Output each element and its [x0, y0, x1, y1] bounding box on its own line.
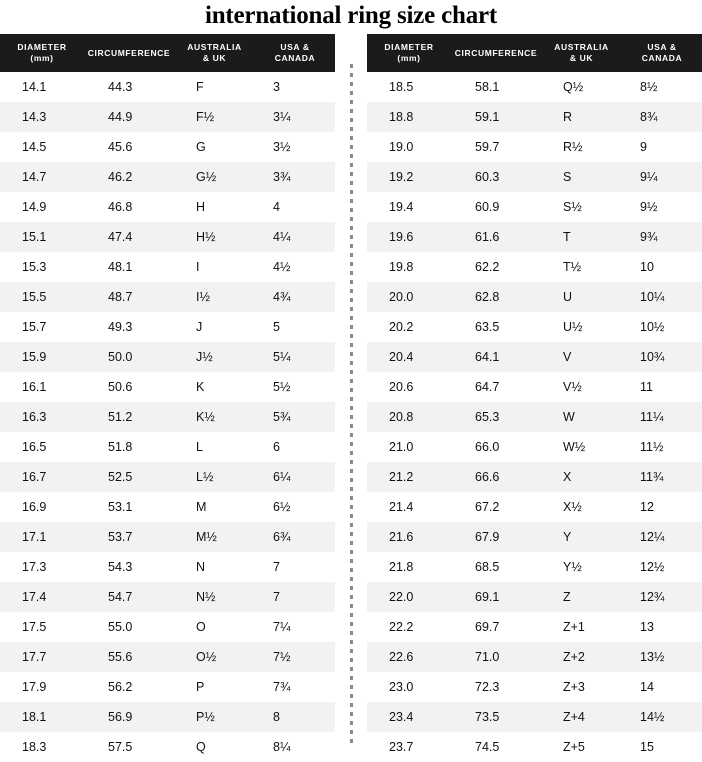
table-cell: 48.1: [108, 260, 133, 274]
table-row: [0, 582, 335, 612]
column-header-usa-canada: [255, 34, 335, 72]
table-cell: 60.9: [475, 200, 500, 214]
table-cell: 20.0: [389, 290, 414, 304]
table-cell: 58.1: [475, 80, 500, 94]
table-cell: 56.2: [108, 680, 133, 694]
table-cell: X: [563, 470, 572, 484]
table-row: [0, 312, 335, 342]
table-row: [0, 222, 335, 252]
table-cell: 59.1: [475, 110, 500, 124]
table-cell: Z: [563, 590, 571, 604]
table-cell: 11½: [640, 440, 664, 454]
table-cell: M: [196, 500, 207, 514]
table-cell: I: [196, 260, 200, 274]
table-cell: V: [563, 350, 572, 364]
table-cell: G: [196, 140, 206, 154]
table-row: [367, 252, 702, 282]
table-header-left: [0, 34, 335, 72]
table-cell: 14.9: [22, 200, 47, 214]
table-cell: 60.3: [475, 170, 500, 184]
table-cell: G½: [196, 170, 217, 184]
table-cell: 9¾: [640, 230, 658, 244]
table-cell: H½: [196, 230, 216, 244]
table-cell: L½: [196, 470, 214, 484]
table-cell: T: [563, 230, 571, 244]
table-cell: 18.5: [389, 80, 414, 94]
table-cell: 72.3: [475, 680, 500, 694]
table-cell: R½: [563, 140, 583, 154]
table-row: [0, 492, 335, 522]
table-cell: 23.7: [389, 740, 414, 754]
table-cell: 12: [640, 500, 654, 514]
table-row: [367, 402, 702, 432]
table-cell: 46.2: [108, 170, 133, 184]
table-cell: 71.0: [475, 650, 500, 664]
table-cell: Z+2: [563, 650, 585, 664]
table-row: [0, 342, 335, 372]
table-body-right: [367, 72, 702, 762]
table-cell: 10¾: [640, 350, 665, 364]
table-cell: 66.0: [475, 440, 500, 454]
table-cell: 17.9: [22, 680, 47, 694]
column-header-circumference: [451, 34, 541, 72]
table-cell: 8¼: [273, 740, 291, 754]
table-cell: S: [563, 170, 572, 184]
table-cell: 22.0: [389, 590, 414, 604]
column-header-usa-canada: [622, 34, 702, 72]
table-cell: F½: [196, 110, 215, 124]
table-cell: 6¾: [273, 530, 291, 544]
table-cell: 74.5: [475, 740, 500, 754]
table-row: [0, 282, 335, 312]
table-cell: J½: [196, 350, 213, 364]
table-cell: 15.3: [22, 260, 47, 274]
table-cell: 20.4: [389, 350, 414, 364]
table-cell: 44.9: [108, 110, 133, 124]
table-header-right: [367, 34, 702, 72]
table-row: [367, 552, 702, 582]
column-header-line2: CANADA: [641, 53, 683, 63]
table-row: [367, 582, 702, 612]
table-row: [367, 192, 702, 222]
table-cell: 21.6: [389, 530, 414, 544]
table-cell: 51.8: [108, 440, 133, 454]
table-cell: 4¼: [273, 230, 291, 244]
column-header-diameter: [0, 34, 84, 72]
table-row: [367, 432, 702, 462]
table-cell: M½: [196, 530, 217, 544]
table-row: [0, 672, 335, 702]
page-title: international ring size chart: [204, 2, 498, 29]
column-header-australia-uk: [541, 34, 622, 72]
table-cell: Z+3: [563, 680, 585, 694]
header-row: [0, 34, 335, 72]
table-cell: 13½: [640, 650, 665, 664]
table-cell: 18.1: [22, 710, 47, 724]
table-cell: 16.7: [22, 470, 47, 484]
table-body-left: [0, 72, 335, 762]
table-row: [0, 642, 335, 672]
table-row: [367, 372, 702, 402]
table-cell: 46.8: [108, 200, 133, 214]
table-cell: 16.3: [22, 410, 47, 424]
table-cell: 62.8: [475, 290, 500, 304]
column-header-line1: USA &: [647, 42, 677, 52]
table-cell: 14.7: [22, 170, 47, 184]
table-cell: 11¾: [640, 470, 664, 484]
table-cell: 66.6: [475, 470, 500, 484]
table-row: [367, 222, 702, 252]
table-cell: 19.2: [389, 170, 414, 184]
table-cell: 23.4: [389, 710, 414, 724]
table-cell: T½: [563, 260, 582, 274]
table-cell: J: [196, 320, 203, 334]
table-cell: 12¾: [640, 590, 665, 604]
table-cell: 17.3: [22, 560, 47, 574]
table-row: [367, 492, 702, 522]
table-cell: 64.1: [475, 350, 500, 364]
table-cell: Z+5: [563, 740, 585, 754]
table-cell: 17.4: [22, 590, 47, 604]
table-row: [0, 132, 335, 162]
table-row: [0, 702, 335, 732]
table-cell: 57.5: [108, 740, 133, 754]
table-cell: X½: [563, 500, 582, 514]
column-header-diameter: [367, 34, 451, 72]
table-cell: 5: [273, 320, 280, 334]
table-row: [367, 702, 702, 732]
table-cell: 21.8: [389, 560, 414, 574]
table-cell: 7: [273, 590, 280, 604]
table-cell: 7½: [273, 650, 291, 664]
column-header-line1: CIRCUMFERENCE: [454, 47, 538, 58]
table-row: [0, 732, 335, 762]
table-row: [367, 672, 702, 702]
table-row: [0, 402, 335, 432]
table-cell: Y½: [563, 560, 582, 574]
table-cell: 17.1: [22, 530, 47, 544]
table-cell: 14.3: [22, 110, 47, 124]
table-cell: 59.7: [475, 140, 500, 154]
table-cell: 22.6: [389, 650, 414, 664]
vertical-dotted-divider: [335, 34, 367, 762]
table-cell: 53.7: [108, 530, 133, 544]
table-row: [0, 162, 335, 192]
table-cell: 48.7: [108, 290, 133, 304]
table-cell: 19.8: [389, 260, 414, 274]
table-cell: 14.5: [22, 140, 47, 154]
table-cell: 55.6: [108, 650, 133, 664]
table-cell: 3½: [273, 140, 291, 154]
table-cell: P½: [196, 710, 215, 724]
table-cell: 3¾: [273, 170, 291, 184]
table-cell: 5¾: [273, 410, 291, 424]
table-row: [367, 312, 702, 342]
table-cell: 7¼: [273, 620, 291, 634]
table-cell: U: [563, 290, 573, 304]
table-cell: 44.3: [108, 80, 133, 94]
table-cell: 64.7: [475, 380, 500, 394]
table-cell: 9½: [640, 200, 658, 214]
table-cell: L: [196, 440, 203, 454]
table-cell: 15: [640, 740, 654, 754]
column-header-line1: DIAMETER: [17, 42, 67, 52]
table-row: [367, 462, 702, 492]
table-cell: Q½: [563, 80, 584, 94]
table-cell: 52.5: [108, 470, 133, 484]
table-cell: 65.3: [475, 410, 500, 424]
table-cell: W: [563, 410, 575, 424]
table-cell: 69.1: [475, 590, 500, 604]
table-cell: 51.2: [108, 410, 133, 424]
table-cell: K½: [196, 410, 215, 424]
table-cell: 11: [640, 380, 653, 394]
table-cell: 13: [640, 620, 654, 634]
table-cell: 17.7: [22, 650, 47, 664]
table-cell: 49.3: [108, 320, 133, 334]
table-cell: S½: [563, 200, 582, 214]
column-header-line2: CANADA: [274, 53, 316, 63]
table-cell: 8: [273, 710, 280, 724]
table-cell: Y: [563, 530, 572, 544]
table-cell: 4: [273, 200, 280, 214]
table-cell: 54.3: [108, 560, 133, 574]
table-cell: 16.5: [22, 440, 47, 454]
table-cell: 45.6: [108, 140, 133, 154]
left-table-wrapper: [0, 34, 335, 762]
table-cell: 18.8: [389, 110, 414, 124]
table-cell: O: [196, 620, 206, 634]
table-cell: 61.6: [475, 230, 500, 244]
table-cell: 15.5: [22, 290, 47, 304]
table-cell: W½: [563, 440, 586, 454]
table-cell: Z+4: [563, 710, 585, 724]
table-cell: 16.9: [22, 500, 47, 514]
column-header-line2: & UK: [569, 53, 594, 63]
table-row: [367, 612, 702, 642]
column-header-line2: (mm): [30, 53, 54, 63]
table-cell: 10½: [640, 320, 665, 334]
table-cell: 11¼: [640, 410, 664, 424]
column-header-line1: DIAMETER: [384, 42, 434, 52]
table-cell: 62.2: [475, 260, 500, 274]
table-cell: 16.1: [22, 380, 47, 394]
table-cell: 15.9: [22, 350, 47, 364]
table-cell: 3¼: [273, 110, 291, 124]
table-cell: 68.5: [475, 560, 500, 574]
ring-size-table-left: [0, 34, 335, 762]
table-row: [367, 732, 702, 762]
table-row: [0, 192, 335, 222]
table-cell: 12¼: [640, 530, 665, 544]
header-row: [367, 34, 702, 72]
table-row: [367, 102, 702, 132]
table-cell: Z+1: [563, 620, 585, 634]
table-cell: 15.1: [22, 230, 47, 244]
table-cell: 19.6: [389, 230, 414, 244]
table-cell: 22.2: [389, 620, 414, 634]
table-cell: 55.0: [108, 620, 133, 634]
table-cell: 6½: [273, 500, 291, 514]
table-cell: 67.2: [475, 500, 500, 514]
table-cell: 67.9: [475, 530, 500, 544]
table-cell: 10¼: [640, 290, 665, 304]
table-row: [0, 432, 335, 462]
table-row: [367, 342, 702, 372]
table-cell: 73.5: [475, 710, 500, 724]
column-header-line1: AUSTRALIA: [554, 42, 609, 52]
table-cell: P: [196, 680, 205, 694]
table-row: [0, 72, 335, 102]
right-table-wrapper: [367, 34, 702, 762]
table-row: [0, 462, 335, 492]
table-cell: 10: [640, 260, 654, 274]
divider-dots: [350, 64, 353, 744]
table-cell: 56.9: [108, 710, 133, 724]
column-header-circumference: [84, 34, 174, 72]
column-header-line2: & UK: [202, 53, 227, 63]
table-cell: O½: [196, 650, 217, 664]
table-row: [0, 372, 335, 402]
table-row: [0, 522, 335, 552]
table-cell: 21.4: [389, 500, 414, 514]
column-header-line1: USA &: [280, 42, 310, 52]
table-row: [367, 642, 702, 672]
table-cell: V½: [563, 380, 582, 394]
table-row: [0, 252, 335, 282]
table-cell: 6¼: [273, 470, 291, 484]
table-cell: 12½: [640, 560, 665, 574]
table-cell: 14½: [640, 710, 665, 724]
table-cell: 54.7: [108, 590, 133, 604]
table-cell: H: [196, 200, 206, 214]
table-cell: 23.0: [389, 680, 414, 694]
table-cell: K: [196, 380, 205, 394]
table-cell: 7¾: [273, 680, 291, 694]
column-header-line1: CIRCUMFERENCE: [87, 47, 171, 58]
column-header-line1: AUSTRALIA: [187, 42, 242, 52]
table-cell: 14: [640, 680, 654, 694]
table-cell: 4½: [273, 260, 291, 274]
table-cell: R: [563, 110, 573, 124]
table-cell: 50.6: [108, 380, 133, 394]
table-cell: 5½: [273, 380, 291, 394]
table-cell: 14.1: [22, 80, 47, 94]
table-cell: 20.8: [389, 410, 414, 424]
table-cell: 3: [273, 80, 280, 94]
table-cell: 69.7: [475, 620, 500, 634]
tables-container: [0, 34, 702, 762]
table-cell: 20.6: [389, 380, 414, 394]
table-cell: 5¼: [273, 350, 291, 364]
table-row: [367, 282, 702, 312]
table-cell: 63.5: [475, 320, 500, 334]
table-cell: 7: [273, 560, 280, 574]
table-cell: 6: [273, 440, 280, 454]
column-header-australia-uk: [174, 34, 255, 72]
table-cell: 4¾: [273, 290, 291, 304]
table-cell: 8½: [640, 80, 658, 94]
table-cell: Q: [196, 740, 206, 754]
table-cell: 18.3: [22, 740, 47, 754]
table-cell: U½: [563, 320, 583, 334]
table-cell: 50.0: [108, 350, 133, 364]
table-cell: 47.4: [108, 230, 133, 244]
table-cell: N½: [196, 590, 216, 604]
table-row: [367, 72, 702, 102]
table-cell: F: [196, 80, 204, 94]
table-cell: 20.2: [389, 320, 414, 334]
table-row: [367, 162, 702, 192]
table-cell: 9: [640, 140, 647, 154]
table-row: [0, 102, 335, 132]
table-cell: 9¼: [640, 170, 658, 184]
table-cell: 19.0: [389, 140, 414, 154]
table-row: [0, 612, 335, 642]
table-cell: I½: [196, 290, 210, 304]
table-cell: 53.1: [108, 500, 133, 514]
table-cell: 15.7: [22, 320, 47, 334]
table-cell: N: [196, 560, 206, 574]
table-cell: 8¾: [640, 110, 658, 124]
table-cell: 21.0: [389, 440, 414, 454]
table-cell: 17.5: [22, 620, 47, 634]
column-header-line2: (mm): [397, 53, 421, 63]
table-cell: 19.4: [389, 200, 414, 214]
table-row: [367, 522, 702, 552]
table-row: [0, 552, 335, 582]
table-cell: 21.2: [389, 470, 414, 484]
table-row: [367, 132, 702, 162]
ring-size-table-right: [367, 34, 702, 762]
